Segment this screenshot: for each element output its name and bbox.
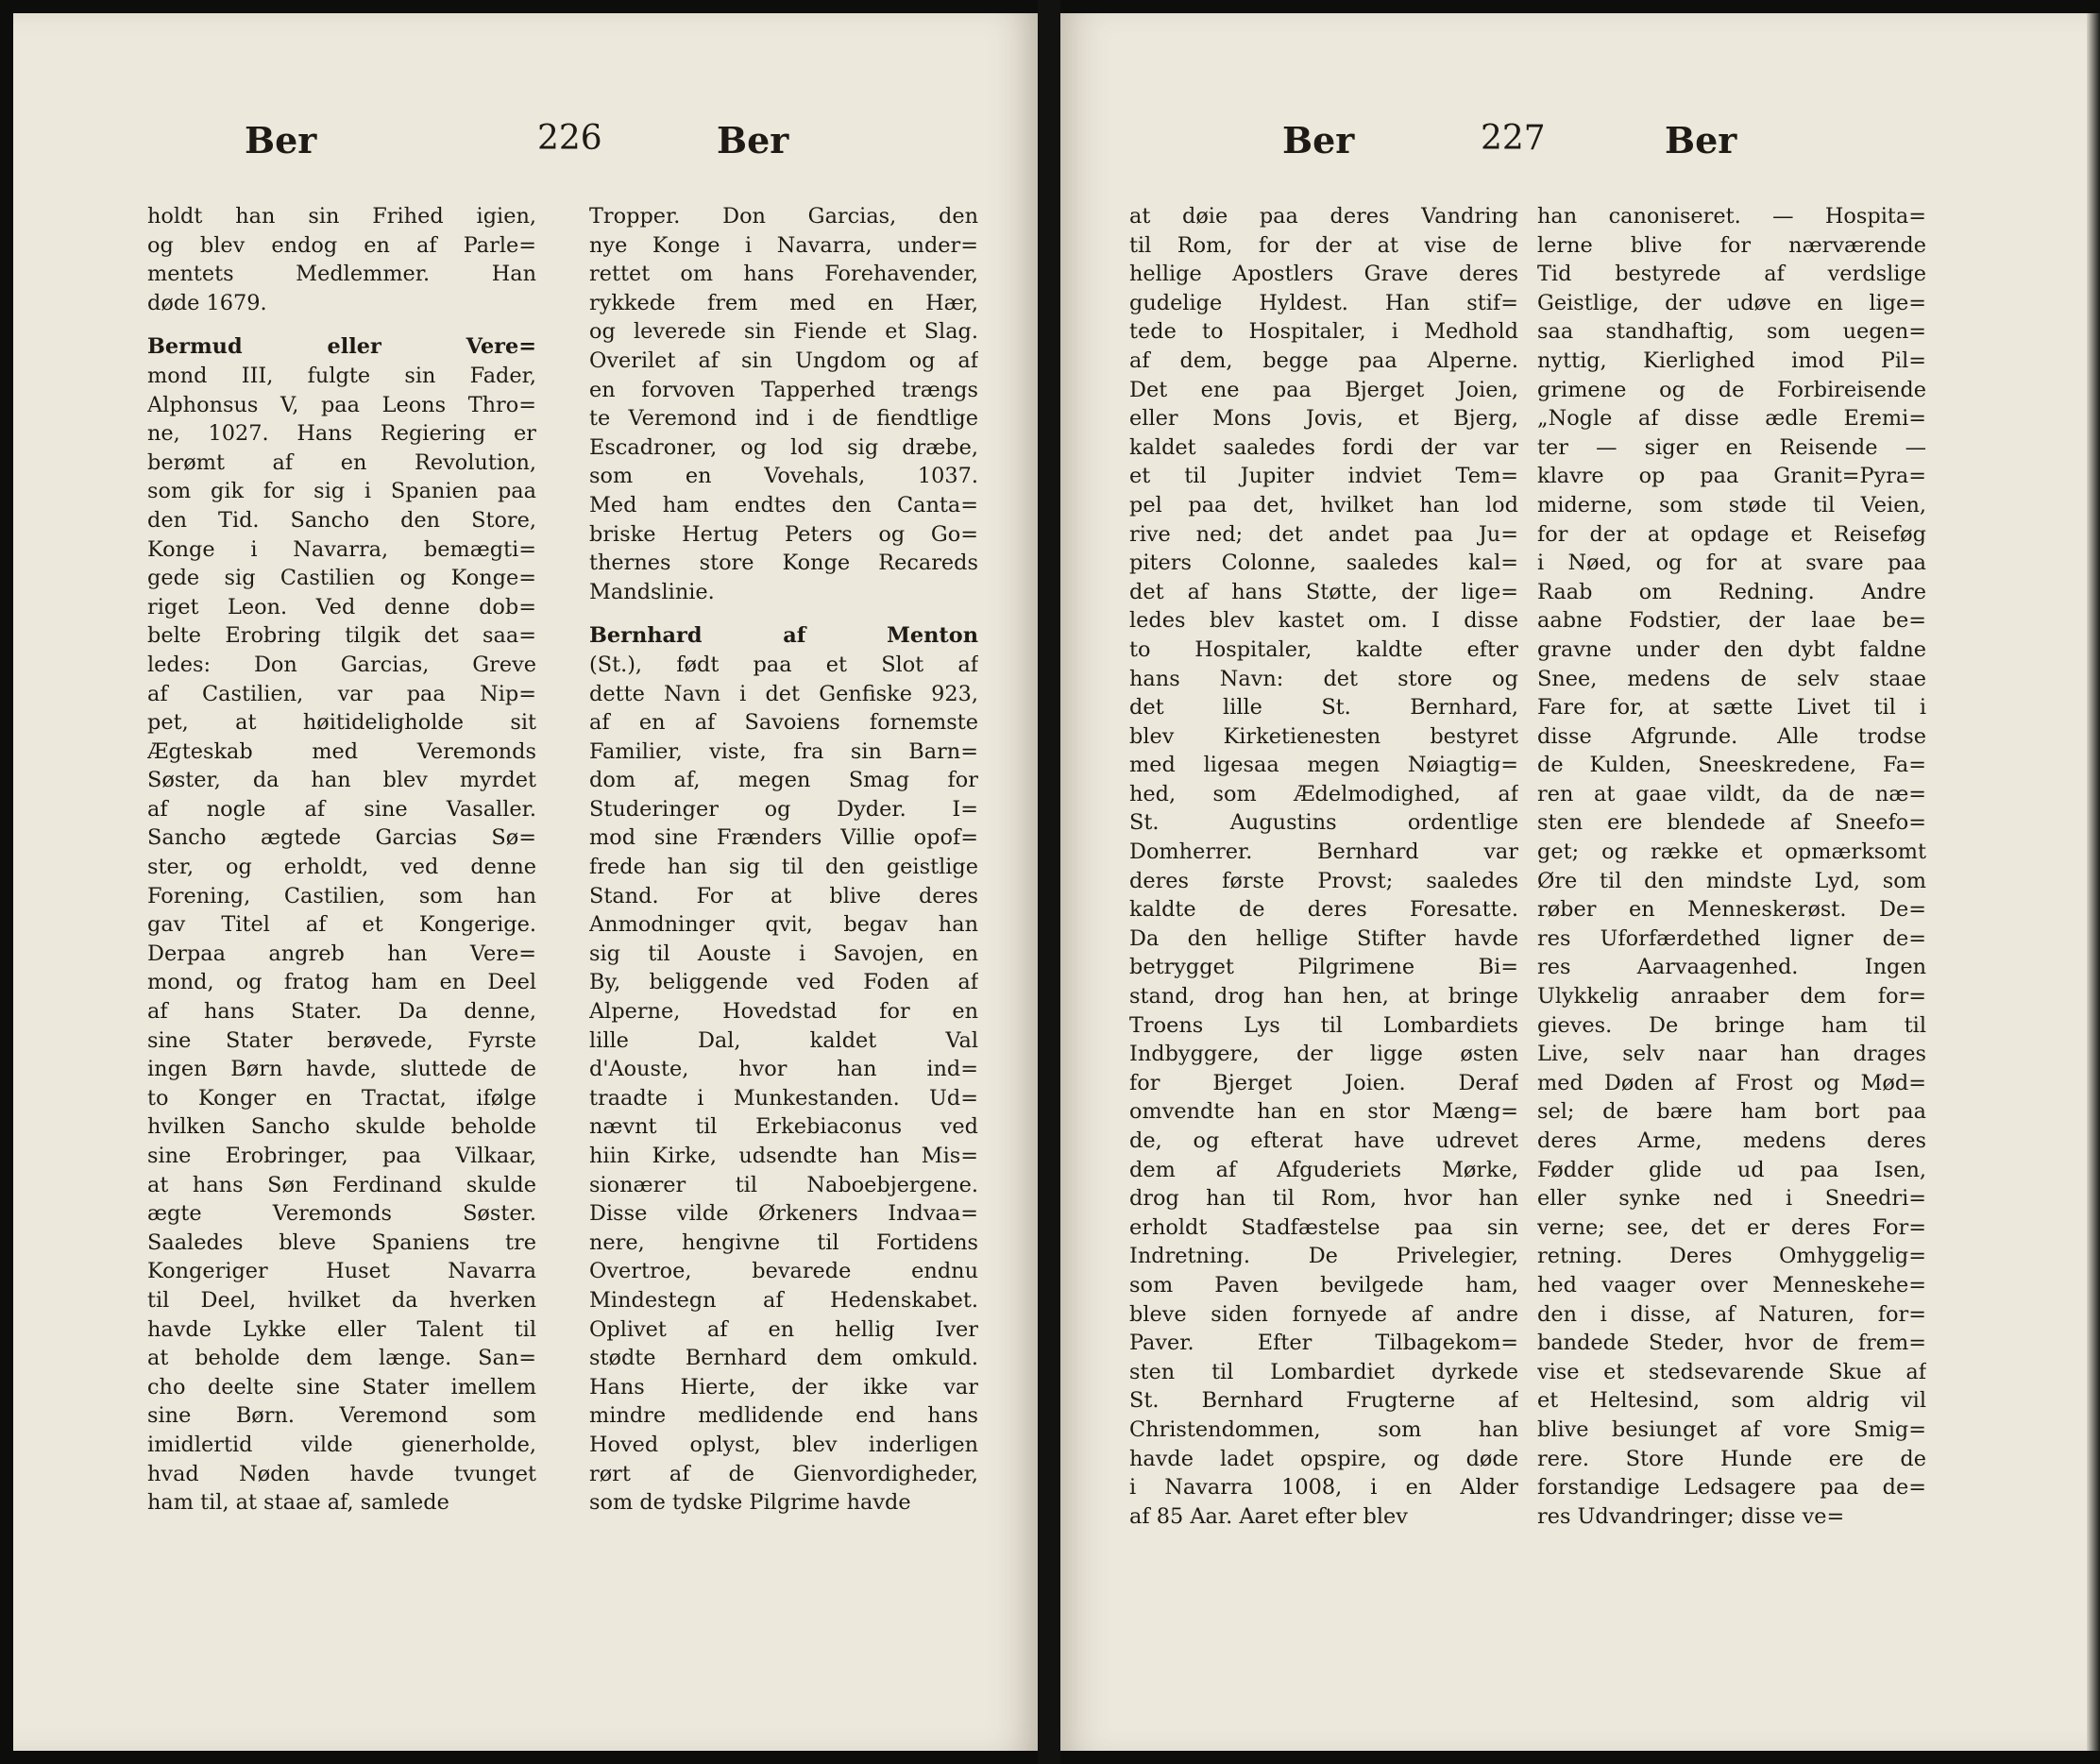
text-line: thernes store Konge Recareds (589, 551, 978, 576)
text-line: „Nogle af disse ædle Eremi= (1537, 406, 1926, 432)
text-line: Christendommen, som han (1129, 1416, 1518, 1442)
text-line: Stand. For at blive deres (589, 883, 978, 908)
text-line: vise et stedsevarende Skue af (1537, 1359, 1926, 1384)
text-line: gravne under den dybt faldne (1537, 636, 1926, 662)
text-line: hellige Apostlers Grave deres (1129, 262, 1518, 287)
text-line: rettet om hans Forehavender, (589, 262, 978, 287)
text-line: miderne, som støde til Veien, (1537, 492, 1926, 517)
text-line: med ligesaa megen Nøiagtig= (1129, 753, 1518, 778)
text-line: mod sine Frænders Villie opof= (589, 825, 978, 851)
text-line: holdt han sin Frihed igien, (147, 204, 536, 229)
text-line: blive besiunget af vore Smig= (1537, 1416, 1926, 1442)
text-line: at hans Søn Ferdinand skulde (147, 1172, 536, 1197)
text-line: omvendte han en stor Mæng= (1129, 1099, 1518, 1125)
text-line: Alphonsus V, paa Leons Thro= (147, 392, 536, 417)
text-line: i Navarra 1008, i en Alder (1129, 1475, 1518, 1501)
text-line: gav Titel af et Kongerige. (147, 912, 536, 938)
text-line: Disse vilde Ørkeners Indvaa= (589, 1201, 978, 1227)
text-line: mond III, fulgte sin Fader, (147, 363, 536, 388)
text-line: Fare for, at sætte Livet til i (1537, 695, 1926, 721)
text-line: det af hans Støtte, der lige= (1129, 579, 1518, 604)
text-line: Saaledes bleve Spaniens tre (147, 1230, 536, 1255)
text-line: kaldte de deres Foresatte. (1129, 897, 1518, 923)
text-line: ingen Børn havde, sluttede de (147, 1057, 536, 1082)
text-line: nye Konge i Navarra, under= (589, 232, 978, 258)
text-line: et Heltesind, som aldrig vil (1537, 1388, 1926, 1414)
text-line: Geistlige, der udøve en lige= (1537, 290, 1926, 315)
text-line: døde 1679. (147, 290, 267, 315)
text-line: rykkede frem med en Hær, (589, 290, 978, 315)
text-line: dette Navn i det Genfiske 923, (589, 681, 978, 706)
paragraph-gap (589, 606, 978, 621)
text-line: rørt af de Gienvordigheder, (589, 1461, 978, 1486)
text-line: Oplivet af en hellig Iver (589, 1316, 978, 1342)
text-line: get; og række et opmærksomt (1537, 840, 1926, 865)
text-line: bleve siden fornyede af andre (1129, 1301, 1518, 1327)
page-number: 226 (537, 119, 602, 158)
text-line: eller Mons Jovis, et Bjerg, (1129, 406, 1518, 432)
text-line: mentets Medlemmer. Han (147, 262, 536, 287)
text-line: rive ned; det andet paa Ju= (1129, 521, 1518, 547)
text-line: eller synke ned i Sneedri= (1537, 1186, 1926, 1212)
right-page (1060, 13, 2087, 1751)
text-line: Indbyggere, der ligge østen (1129, 1042, 1518, 1067)
text-line: gede sig Castilien og Konge= (147, 566, 536, 591)
page-header (1060, 119, 2087, 176)
header-catchword-left: Ber (245, 119, 317, 161)
text-line: Derpaa angreb han Vere= (147, 941, 536, 966)
text-line: sine Stater berøvede, Fyrste (147, 1027, 536, 1053)
text-line: i Nøed, og for at svare paa (1537, 551, 1926, 576)
text-line: den Tid. Sancho den Store, (147, 507, 536, 533)
text-line: Konge i Navarra, bemægti= (147, 536, 536, 562)
text-line: sel; de bære ham bort paa (1537, 1099, 1926, 1125)
text-line: dom af, megen Smag for (589, 768, 978, 793)
text-line: blev Kirketienesten bestyret (1129, 723, 1518, 749)
text-line: nere, hengivne til Fortidens (589, 1230, 978, 1255)
text-line: Overtroe, bevarede endnu (589, 1259, 978, 1284)
text-line: Hoved oplyst, blev inderligen (589, 1432, 978, 1457)
text-line: Anmodninger qvit, begav han (589, 912, 978, 938)
text-line: ham til, at staae af, samlede (147, 1490, 449, 1516)
text-line: ter — siger en Reisende — (1537, 434, 1926, 460)
text-line: hed vaager over Menneskehe= (1537, 1272, 1926, 1298)
text-line: havde Lykke eller Talent til (147, 1316, 536, 1342)
text-line: af 85 Aar. Aaret efter blev (1129, 1503, 1408, 1529)
text-line: to Konger en Tractat, ifølge (147, 1085, 536, 1111)
text-line: aabne Fodstier, der laae be= (1537, 608, 1926, 634)
page-edge (2087, 13, 2100, 1751)
text-line: til Rom, for der at vise de (1129, 232, 1518, 258)
text-line: mindre medlidende end hans (589, 1403, 978, 1429)
text-line: deres Arme, medens deres (1537, 1128, 1926, 1153)
text-line: Familier, viste, fra sin Barn= (589, 738, 978, 764)
text-line: Overilet af sin Ungdom og af (589, 348, 978, 373)
text-line: deres første Provst; saaledes (1129, 868, 1518, 893)
text-line: gieves. De bringe ham til (1537, 1012, 1926, 1038)
text-line: Ægteskab med Veremonds (147, 738, 536, 764)
text-line: Søster, da han blev myrdet (147, 768, 536, 793)
text-line: en forvoven Tapperhed trængs (589, 377, 978, 402)
text-line: Snee, medens de selv staae (1537, 666, 1926, 691)
text-line: sten til Lombardiet dyrkede (1129, 1359, 1518, 1384)
text-line: sine Børn. Veremond som (147, 1403, 536, 1429)
text-line: sionærer til Naboebjergene. (589, 1172, 978, 1197)
text-line: Domherrer. Bernhard var (1129, 840, 1518, 865)
text-line: Med ham endtes den Canta= (589, 492, 978, 517)
text-line: verne; see, det er deres For= (1537, 1214, 1926, 1240)
text-line: piters Colonne, saaledes kal= (1129, 551, 1518, 576)
text-line: sine Erobringer, paa Vilkaar, (147, 1144, 536, 1168)
text-column-2 (589, 202, 978, 1518)
text-line: Studeringer og Dyder. I= (589, 796, 978, 822)
text-line: tede to Hospitaler, i Medhold (1129, 319, 1518, 345)
text-line: klavre op paa Granit=Pyra= (1537, 464, 1926, 489)
text-line: og blev endog en af Parle= (147, 232, 536, 258)
text-line: ægte Veremonds Søster. (147, 1201, 536, 1227)
text-line: (St.), født paa et Slot af (589, 652, 978, 677)
text-line: pel paa det, hvilket han lod (1129, 492, 1518, 517)
text-line: hans Navn: det store og (1129, 666, 1518, 691)
text-line: bandede Steder, hvor de frem= (1537, 1331, 1926, 1356)
paragraph-gap (147, 317, 536, 332)
text-line: ne, 1027. Hans Regiering er (147, 421, 536, 447)
text-line: sig til Aouste i Savojen, en (589, 941, 978, 966)
text-line: af hans Stater. Da denne, (147, 999, 536, 1025)
text-line: cho deelte sine Stater imellem (147, 1374, 536, 1399)
header-catchword-right: Ber (1665, 119, 1737, 161)
text-line: betrygget Pilgrimene Bi= (1129, 955, 1518, 980)
text-line: frede han sig til den geistlige (589, 855, 978, 880)
text-line: sten ere blendede af Sneefo= (1537, 810, 1926, 836)
text-line: Troens Lys til Lombardiets (1129, 1012, 1518, 1038)
text-line: til Deel, hvilket da hverken (147, 1287, 536, 1313)
text-line: et til Jupiter indviet Tem= (1129, 464, 1518, 489)
text-line: Mindestegn af Hedenskabet. (589, 1287, 978, 1313)
text-line: Raab om Redning. Andre (1537, 579, 1926, 604)
header-catchword-right: Ber (717, 119, 789, 161)
page-number: 227 (1481, 119, 1546, 158)
text-line: te Veremond ind i de fiendtlige (589, 406, 978, 432)
text-line: traadte i Munkestanden. Ud= (589, 1085, 978, 1111)
text-line: riget Leon. Ved denne dob= (147, 594, 536, 619)
text-line: res Uforfærdethed ligner de= (1537, 925, 1926, 951)
text-line: hvad Nøden havde tvunget (147, 1461, 536, 1486)
text-line: hiin Kirke, udsendte han Mis= (589, 1144, 978, 1168)
text-line: Paver. Efter Tilbagekom= (1129, 1331, 1518, 1356)
text-line: erholdt Stadfæstelse paa sin (1129, 1214, 1518, 1240)
text-line: han canoniseret. — Hospita= (1537, 204, 1926, 229)
text-line: St. Bernhard Frugterne af (1129, 1388, 1518, 1414)
text-line: forstandige Ledsagere paa de= (1537, 1475, 1926, 1501)
text-column-1 (147, 202, 536, 1518)
text-line: det lille St. Bernhard, (1129, 695, 1518, 721)
text-line: mond, og fratog ham en Deel (147, 970, 536, 995)
text-line: røber en Menneskerøst. De= (1537, 897, 1926, 923)
text-line: Tid bestyrede af verdslige (1537, 262, 1926, 287)
text-line: ren at gaae vildt, da de næ= (1537, 781, 1926, 806)
text-line: som gik for sig i Spanien paa (147, 479, 536, 504)
text-line: dem af Afguderiets Mørke, (1129, 1157, 1518, 1182)
text-line: Escadroner, og lod sig dræbe, (589, 434, 978, 460)
text-line: Hans Hierte, der ikke var (589, 1374, 978, 1399)
text-line: Forening, Castilien, som han (147, 883, 536, 908)
text-line: at døie paa deres Vandring (1129, 204, 1518, 229)
text-line: den i disse, af Naturen, for= (1537, 1301, 1926, 1327)
text-line: belte Erobring tilgik det saa= (147, 623, 536, 649)
text-line: Det ene paa Bjerget Joien, (1129, 377, 1518, 402)
text-line: af en af Savoiens fornemste (589, 710, 978, 736)
text-line: res Udvandringer; disse ve= (1537, 1503, 1845, 1529)
book-gutter (1038, 0, 1060, 1764)
page-header (13, 119, 1038, 176)
text-line: hvilken Sancho skulde beholde (147, 1114, 536, 1140)
text-line: d'Aouste, hvor han ind= (589, 1057, 978, 1082)
text-line: de Kulden, Sneeskredene, Fa= (1537, 753, 1926, 778)
text-line: for der at opdage et Reiseføg (1537, 521, 1926, 547)
text-line: berømt af en Revolution, (147, 449, 536, 475)
text-line: at beholde dem længe. San= (147, 1346, 536, 1371)
text-line: havde ladet opspire, og døde (1129, 1446, 1518, 1471)
text-line: St. Augustins ordentlige (1129, 810, 1518, 836)
text-line: Indretning. De Privelegier, (1129, 1244, 1518, 1269)
text-line: Ulykkelig anraaber dem for= (1537, 984, 1926, 1009)
text-line: Live, selv naar han drages (1537, 1042, 1926, 1067)
text-line: Tropper. Don Garcias, den (589, 204, 978, 229)
text-line: rere. Store Hunde ere de (1537, 1446, 1926, 1471)
text-line: pet, at høitideligholde sit (147, 710, 536, 736)
text-line: med Døden af Frost og Mød= (1537, 1070, 1926, 1095)
text-line: saa standhaftig, som uegen= (1537, 319, 1926, 345)
text-column-2 (1537, 202, 1926, 1531)
text-line: gudelige Hyldest. Han stif= (1129, 290, 1518, 315)
text-line: briske Hertug Peters og Go= (589, 521, 978, 547)
text-line: lerne blive for nærværende (1537, 232, 1926, 258)
text-line: stødte Bernhard dem omkuld. (589, 1346, 978, 1371)
text-line: som en Vovehals, 1037. (589, 464, 978, 489)
text-line: Øre til den mindste Lyd, som (1537, 868, 1926, 893)
text-line: retning. Deres Omhyggelig= (1537, 1244, 1926, 1269)
text-line: drog han til Rom, hvor han (1129, 1186, 1518, 1212)
text-line: Bermud eller Vere= (147, 334, 536, 360)
text-line: imidlertid vilde gienerholde, (147, 1432, 536, 1457)
text-line: Fødder glide ud paa Isen, (1537, 1157, 1926, 1182)
text-line: stand, drog han hen, at bringe (1129, 984, 1518, 1009)
text-line: Bernhard af Menton (589, 623, 978, 649)
text-line: som Paven bevilgede ham, (1129, 1272, 1518, 1298)
text-line: nævnt til Erkebiaconus ved (589, 1114, 978, 1140)
text-line: ledes: Don Garcias, Greve (147, 652, 536, 677)
text-line: hed, som Ædelmodighed, af (1129, 781, 1518, 806)
text-line: res Aarvaagenhed. Ingen (1537, 955, 1926, 980)
text-line: for Bjerget Joien. Deraf (1129, 1070, 1518, 1095)
text-line: disse Afgrunde. Alle trodse (1537, 723, 1926, 749)
text-line: af dem, begge paa Alperne. (1129, 348, 1518, 373)
left-page (13, 13, 1038, 1751)
text-line: Mandslinie. (589, 579, 715, 604)
text-line: ledes blev kastet om. I disse (1129, 608, 1518, 634)
text-line: grimene og de Forbireisende (1537, 377, 1926, 402)
text-line: af nogle af sine Vasaller. (147, 796, 536, 822)
text-line: ster, og erholdt, ved denne (147, 855, 536, 880)
text-line: Kongeriger Huset Navarra (147, 1259, 536, 1284)
header-catchword-left: Ber (1282, 119, 1355, 161)
text-line: to Hospitaler, kaldte efter (1129, 636, 1518, 662)
text-line: som de tydske Pilgrime havde (589, 1490, 911, 1516)
text-line: lille Dal, kaldet Val (589, 1027, 978, 1053)
text-line: kaldet saaledes fordi der var (1129, 434, 1518, 460)
text-line: By, beliggende ved Foden af (589, 970, 978, 995)
text-line: Alperne, Hovedstad for en (589, 999, 978, 1025)
text-line: og leverede sin Fiende et Slag. (589, 319, 978, 345)
text-line: Sancho ægtede Garcias Sø= (147, 825, 536, 851)
text-line: af Castilien, var paa Nip= (147, 681, 536, 706)
text-line: de, og efterat have udrevet (1129, 1128, 1518, 1153)
text-line: nyttig, Kierlighed imod Pil= (1537, 348, 1926, 373)
text-column-1 (1129, 202, 1518, 1531)
text-line: Da den hellige Stifter havde (1129, 925, 1518, 951)
